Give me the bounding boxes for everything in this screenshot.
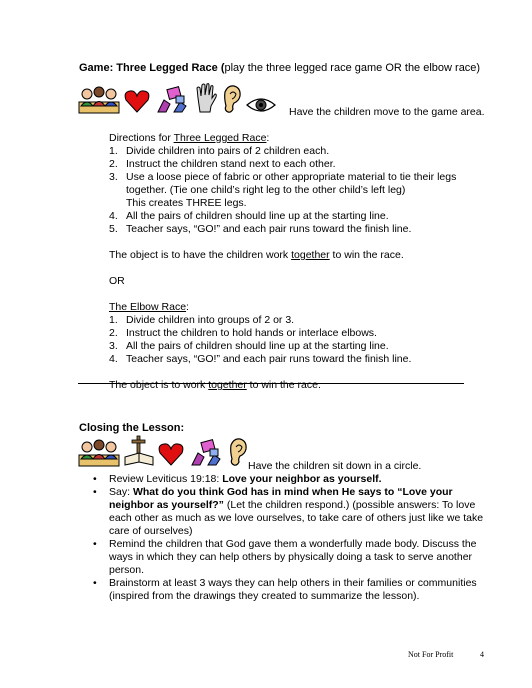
elbow-colon: : bbox=[186, 301, 189, 313]
step-text: Teacher says, “GO!” and each pair runs toward the finish line. bbox=[126, 353, 412, 365]
object-emphasis: together bbox=[208, 379, 247, 391]
ear-icon bbox=[228, 437, 248, 471]
step-number: 4. bbox=[109, 353, 118, 365]
bullet-icon: • bbox=[93, 473, 97, 485]
three-legged-steps bbox=[109, 145, 464, 236]
game-title bbox=[79, 62, 499, 75]
list-item bbox=[109, 158, 464, 171]
object-emphasis: together bbox=[291, 249, 330, 261]
elbow-steps bbox=[109, 314, 464, 366]
section-divider bbox=[78, 383, 464, 384]
closing-icon-row bbox=[78, 437, 248, 471]
closing-instruction: Have the children sit down in a circle. bbox=[248, 460, 422, 472]
bullet-icon: • bbox=[93, 486, 97, 498]
directions-heading bbox=[109, 132, 464, 145]
list-item bbox=[109, 353, 464, 366]
step-number: 2. bbox=[109, 158, 118, 170]
list-item bbox=[109, 223, 464, 236]
eye-icon bbox=[246, 96, 276, 118]
or-separator: OR bbox=[109, 275, 125, 287]
step-extra: This creates THREE legs. bbox=[126, 197, 247, 209]
object-text-end: to win the race. bbox=[329, 249, 404, 261]
step-text: Instruct the children stand next to each other. bbox=[126, 158, 336, 170]
list-item bbox=[89, 486, 494, 538]
step-text: All the pairs of children should line up at the starting line. bbox=[126, 340, 389, 352]
step-number: 3. bbox=[109, 340, 118, 352]
page-number: 4 bbox=[480, 650, 484, 659]
step-number: 4. bbox=[109, 210, 118, 222]
game-instruction: Have the children move to the game area. bbox=[289, 106, 485, 118]
bullet-bold-text: Love your neighbor as yourself. bbox=[222, 473, 382, 485]
game-title-rest: play the three legged race game OR the elbow race) bbox=[224, 62, 481, 74]
bullet-text: Remind the children that God gave them a wonderfully made body. Discuss the ways in which they can help others by physically doing a task to serve another person. bbox=[109, 538, 477, 576]
elbow-heading bbox=[109, 301, 464, 314]
directions-prefix: Directions for bbox=[109, 132, 174, 144]
step-text: Use a loose piece of fabric or other appropriate material to tie their legs together. (Tie one child’s right leg to the other child’s left leg) bbox=[126, 171, 457, 196]
children-group-icon bbox=[78, 84, 120, 118]
step-text: Divide children into pairs of 2 children each. bbox=[126, 145, 330, 157]
object-text: The object is to work bbox=[109, 379, 209, 391]
bullet-text: Brainstorm at least 3 ways they can help others in their families or communities (inspired from the drawings they created to summarize the lesson). bbox=[109, 577, 477, 602]
list-item bbox=[109, 210, 464, 223]
object-statement bbox=[109, 249, 464, 262]
list-item bbox=[109, 327, 464, 340]
object-text: The object is to have the children work bbox=[109, 249, 292, 261]
step-number: 2. bbox=[109, 327, 118, 339]
step-text: Teacher says, “GO!” and each pair runs toward the finish line. bbox=[126, 223, 412, 235]
list-item bbox=[109, 340, 464, 353]
footer-label: Not For Profit bbox=[408, 650, 454, 659]
step-number: 1. bbox=[109, 145, 118, 157]
step-number: 1. bbox=[109, 314, 118, 326]
object-statement bbox=[109, 379, 464, 392]
list-item bbox=[89, 538, 494, 577]
list-item bbox=[109, 145, 464, 158]
elbow-race-name: The Elbow Race bbox=[109, 301, 187, 313]
game-title-bold: Game: Three Legged Race ( bbox=[79, 62, 225, 74]
step-number: 3. bbox=[109, 171, 118, 183]
bullet-text: Review Leviticus 19:18: bbox=[109, 473, 223, 485]
step-number: 5. bbox=[109, 223, 118, 235]
closing-bullets bbox=[89, 473, 494, 603]
bible-cross-icon bbox=[124, 435, 154, 471]
directions-colon: : bbox=[266, 132, 270, 144]
game-directions bbox=[109, 132, 464, 392]
bullet-text-end: (Let the children respond.) (possible answers: To love each other as much as we love ourselves, to take care of others just like we take care of ourselves) bbox=[109, 499, 484, 537]
step-text: Instruct the children to hold hands or interlace elbows. bbox=[126, 327, 377, 339]
step-text: All the pairs of children should line up at the starting line. bbox=[126, 210, 389, 222]
heart-icon bbox=[158, 441, 184, 471]
list-item bbox=[89, 577, 494, 603]
bullet-icon: • bbox=[93, 538, 97, 550]
object-text-end: to win the race. bbox=[246, 379, 321, 391]
heart-icon bbox=[124, 88, 150, 118]
bullet-icon: • bbox=[93, 577, 97, 589]
list-item bbox=[109, 314, 464, 327]
directions-race-name: Three Legged Race bbox=[173, 132, 267, 144]
ear-icon bbox=[222, 84, 242, 118]
hands-gift-icon bbox=[154, 84, 190, 118]
hands-gift-icon bbox=[188, 437, 224, 471]
closing-title: Closing the Lesson: bbox=[79, 422, 185, 434]
list-item bbox=[89, 473, 494, 486]
children-group-icon bbox=[78, 437, 120, 471]
bullet-text: Say: bbox=[109, 486, 133, 498]
list-item bbox=[109, 171, 464, 210]
game-icon-row bbox=[78, 82, 276, 118]
bullet-bold-text: What do you think God has in mind when He says to “Love your neighbor as yourself?” bbox=[109, 486, 453, 511]
hand-icon bbox=[194, 82, 218, 118]
step-text: Divide children into groups of 2 or 3. bbox=[126, 314, 295, 326]
